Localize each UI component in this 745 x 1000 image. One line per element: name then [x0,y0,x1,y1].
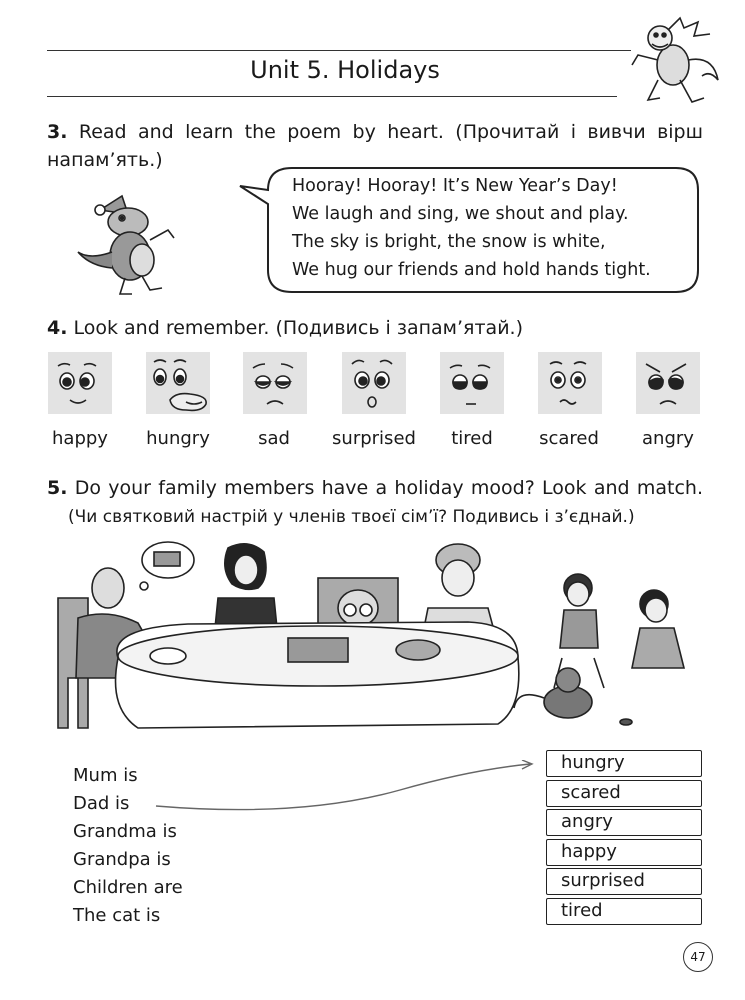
task4-number: 4. [47,317,68,339]
dragon-santa-image [70,190,185,300]
task5-instruction [47,474,703,502]
face-label-scared: scared [539,428,599,449]
match-left-children: Children are [73,877,183,898]
face-angry-image [636,352,700,414]
match-box-happy[interactable]: happy [546,839,702,866]
face-sad-image [243,352,307,414]
match-box-hungry[interactable]: hungry [546,750,702,777]
page-number: 47 [683,942,713,972]
task5-number: 5. [47,477,68,499]
header-rule-top [47,50,631,51]
match-box-scared[interactable]: scared [546,780,702,807]
task3-text: Read and learn the poem by heart. (Прочитай і вивчи вірш [78,121,704,143]
match-box-tired[interactable]: tired [546,898,702,925]
task4-text: Look and remember. (Подивись і запам’ятай.) [73,317,523,339]
poem-line: Hooray! Hooray! It’s New Year’s Day! [292,176,618,196]
match-left-dad: Dad is [73,793,130,814]
match-left-grandma: Grandma is [73,821,177,842]
task3-instruction [47,118,703,146]
face-label-happy: happy [52,428,108,449]
face-label-surprised: surprised [332,428,416,449]
task3-instruction-cont: напам’ять.) [47,149,163,171]
face-hungry-image [146,352,210,414]
face-surprised-image [342,352,406,414]
dragon-mascot-image [618,10,728,110]
face-label-angry: angry [642,428,694,449]
poem-line: We hug our friends and hold hands tight. [292,260,651,280]
task5-text: Do your family members have a holiday mood? Look and match. [74,477,703,499]
poem-line: We laugh and sing, we shout and play. [292,204,629,224]
match-example-line [150,760,550,820]
face-label-tired: tired [451,428,493,449]
face-label-sad: sad [258,428,290,449]
face-label-hungry: hungry [146,428,210,449]
poem-line: The sky is bright, the snow is white, [292,232,606,252]
task3-number: 3. [47,121,68,143]
face-tired-image [440,352,504,414]
header-rule-bottom [47,96,617,97]
page-title: Unit 5. Holidays [250,56,440,84]
match-left-cat: The cat is [73,905,161,926]
face-happy-image [48,352,112,414]
face-scared-image [538,352,602,414]
family-holiday-table-image [48,538,728,738]
task5-instruction-ua: (Чи святковий настрій у членів твоєї сім’ї? Подивись і з’єднай.) [68,507,635,527]
match-box-surprised[interactable]: surprised [546,868,702,895]
task4-instruction [47,314,523,342]
match-left-grandpa: Grandpa is [73,849,171,870]
match-left-mum: Mum is [73,765,138,786]
match-box-angry[interactable]: angry [546,809,702,836]
poem [292,172,651,284]
